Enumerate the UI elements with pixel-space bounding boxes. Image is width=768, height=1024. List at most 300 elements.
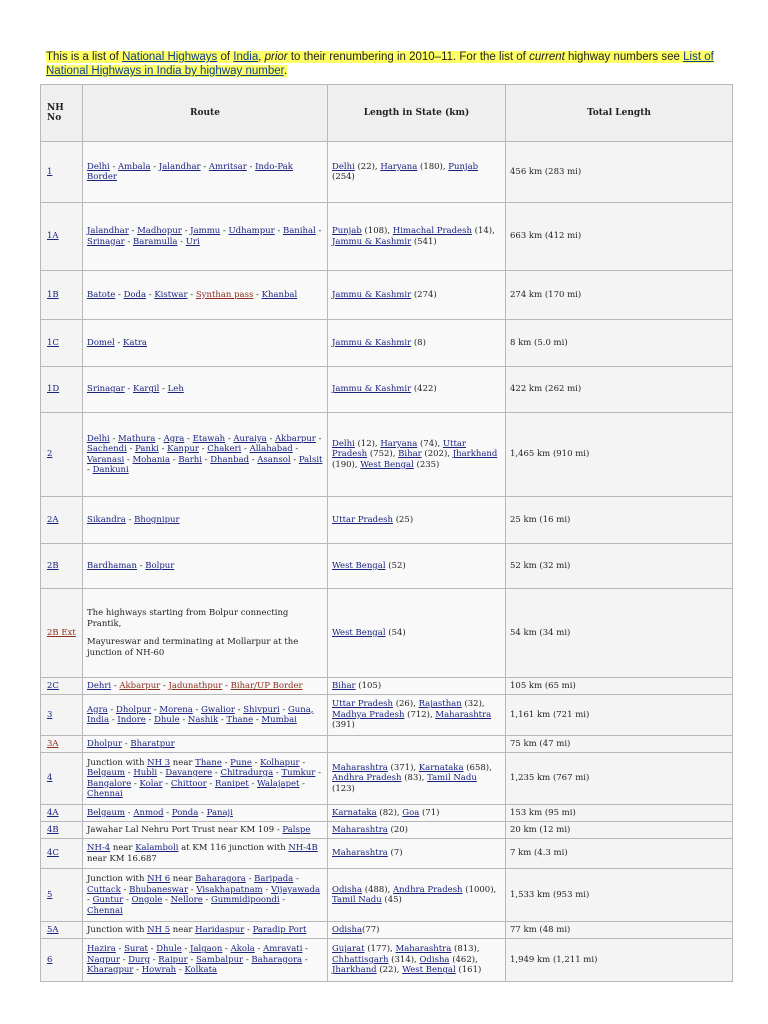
state-length-text: (22), — [376, 965, 403, 976]
state-link[interactable]: Maharashtra — [332, 848, 388, 859]
route-text: - — [119, 954, 129, 965]
route-place-link[interactable]: Kolhapur — [260, 757, 300, 768]
state-link[interactable]: Karnataka — [332, 807, 377, 818]
cell-length-in-state — [328, 320, 506, 367]
state-link[interactable]: Bihar — [332, 680, 356, 691]
nh-number-link[interactable]: 1A — [47, 231, 59, 242]
state-length-text: (83), — [401, 773, 428, 784]
nh-number-link[interactable]: 1B — [47, 289, 59, 300]
cell-route — [83, 805, 328, 822]
state-link[interactable]: Maharashtra — [332, 762, 388, 773]
state-length-text: (20) — [387, 824, 408, 835]
route-place-link[interactable]: Sachendi — [87, 444, 127, 454]
route-text: - — [220, 226, 229, 236]
route-place-link[interactable]: Leh — [167, 384, 184, 395]
route-place-link[interactable]: Guna, India — [87, 704, 314, 725]
state-link[interactable]: Odisha — [332, 884, 363, 895]
table-row — [41, 413, 733, 497]
cell-length-in-state — [328, 367, 506, 413]
cell-route — [83, 922, 328, 939]
state-link[interactable]: West Bengal — [402, 965, 456, 976]
cell-total-length: 20 km (12 mi) — [506, 822, 733, 839]
route-place-link[interactable]: Gummidipoondi — [211, 895, 280, 905]
route-place-link[interactable]: Bardhaman — [87, 560, 137, 571]
route-place-link[interactable]: Varanasi — [87, 454, 125, 465]
state-link[interactable]: Jharkhand — [452, 449, 498, 460]
nh-number-link[interactable]: 1 — [47, 166, 53, 177]
route-place-link[interactable]: Bhognipur — [134, 514, 180, 525]
route-place-link[interactable]: Mohania — [132, 454, 171, 465]
route-place-link[interactable]: NH 6 — [147, 874, 171, 884]
route-place-link[interactable]: Agra — [87, 704, 108, 715]
route-place-link[interactable]: Bolpur — [145, 560, 175, 571]
route-place-link[interactable]: Amritsar — [208, 161, 247, 172]
state-link[interactable]: Punjab — [448, 161, 479, 172]
route-place-link[interactable]: Visakhapatnam — [196, 884, 263, 895]
route-place-link[interactable]: Thane — [195, 757, 222, 768]
route-place-link[interactable]: Chitradurga — [220, 768, 274, 778]
route-paragraph — [87, 758, 323, 800]
nh-number-link[interactable]: 1D — [47, 384, 60, 395]
route-place-link[interactable]: Ongole — [131, 895, 163, 905]
route-place-link[interactable]: Kolar — [139, 778, 163, 789]
route-place-link[interactable]: Paradip Port — [252, 924, 307, 935]
route-text: - — [212, 768, 221, 778]
state-link[interactable]: Maharashtra — [395, 944, 452, 955]
route-place-link[interactable]: Synthan pass — [195, 289, 254, 300]
route-place-link[interactable]: Kalamboli — [135, 843, 179, 853]
state-link[interactable]: West Bengal — [360, 459, 414, 470]
cell-total-length: 422 km (262 mi) — [506, 367, 733, 413]
nh-number-link[interactable]: 1C — [47, 337, 59, 348]
cell-route — [83, 320, 328, 367]
state-link[interactable]: Jammu & Kashmir — [332, 337, 412, 348]
nh-number-link[interactable]: 4C — [47, 848, 59, 859]
route-place-link[interactable]: Akbarpur — [275, 433, 316, 444]
intro-text: to their renumbering in 2010–11. For the list of — [287, 51, 530, 63]
nh-number-link[interactable]: 3A — [47, 738, 59, 749]
route-paragraph — [87, 739, 323, 750]
cell-nh-no — [41, 367, 83, 413]
nh-number-link[interactable]: 5 — [47, 889, 53, 900]
route-paragraph — [87, 925, 323, 936]
route-place-link[interactable]: Dankuni — [92, 465, 129, 475]
route-place-link[interactable]: Dholpur — [87, 738, 123, 749]
route-paragraph — [87, 384, 323, 395]
table-header-row — [41, 85, 733, 142]
state-link[interactable]: Gujarat — [332, 944, 365, 955]
route-place-link[interactable]: Bangalore — [87, 778, 132, 789]
route-place-link[interactable]: Anmod — [133, 807, 164, 818]
route-place-link[interactable]: Batote — [87, 289, 116, 300]
table-row — [41, 869, 733, 922]
state-link[interactable]: Karnataka — [418, 762, 464, 773]
nh-number-link[interactable]: 6 — [47, 954, 53, 965]
route-text: Junction with — [87, 757, 148, 768]
cell-route — [83, 497, 328, 544]
route-place-link[interactable]: Sambalpur — [195, 954, 244, 965]
route-place-link[interactable]: Katra — [123, 337, 147, 348]
state-length-text: (161) — [455, 965, 482, 976]
route-place-link[interactable]: NH 3 — [147, 757, 171, 768]
route-place-link[interactable]: Delhi — [87, 433, 110, 444]
route-place-link[interactable]: Dehri — [87, 680, 112, 691]
state-link[interactable]: Delhi — [332, 161, 355, 172]
route-text: - — [253, 715, 262, 725]
route-place-link[interactable]: NH-4B — [288, 843, 318, 853]
nh-number-link[interactable]: 2B — [47, 560, 59, 571]
header-length-in-state: Length in State (km) — [328, 85, 506, 142]
table-row — [41, 203, 733, 271]
route-place-link[interactable]: Vijayawada — [270, 884, 321, 895]
cell-nh-no — [41, 589, 83, 678]
header-total-length: Total Length — [506, 85, 733, 142]
route-text: - — [115, 944, 125, 955]
table-row — [41, 695, 733, 736]
cell-nh-no — [41, 822, 83, 839]
route-text: - — [155, 433, 164, 444]
route-text: - — [262, 884, 271, 895]
route-place-link[interactable]: Sikandra — [87, 514, 126, 525]
cell-total-length: 1,235 km (767 mi) — [506, 753, 733, 805]
route-place-link[interactable]: Asansol — [257, 454, 291, 465]
route-place-link[interactable]: Gwalior — [201, 704, 235, 715]
cell-length-in-state — [328, 695, 506, 736]
state-link[interactable]: Tamil Nadu — [427, 773, 477, 784]
cell-route — [83, 736, 328, 753]
state-length-text: (658), — [463, 762, 492, 773]
route-place-link[interactable]: Kistwar — [154, 289, 188, 300]
route-place-link[interactable]: Akola — [230, 944, 255, 955]
route-place-link[interactable]: Nagpur — [87, 954, 120, 965]
nh-number-link[interactable]: 2A — [47, 514, 59, 525]
cell-total-length: 1,533 km (953 mi) — [506, 869, 733, 922]
route-text: - — [133, 965, 142, 976]
cell-total-length: 54 km (34 mi) — [506, 589, 733, 678]
route-place-link[interactable]: Durg — [128, 954, 151, 965]
route-text: - — [159, 384, 168, 395]
route-text: - — [120, 884, 130, 895]
state-length-text: (32), — [461, 699, 485, 710]
intro-text: . — [283, 65, 288, 77]
route-place-link[interactable]: NH 5 — [147, 924, 171, 935]
nh-number-link[interactable]: 2 — [47, 449, 53, 460]
route-place-link[interactable]: Kolkata — [184, 965, 218, 976]
table-row — [41, 367, 733, 413]
route-text: - — [122, 738, 131, 749]
route-place-link[interactable]: Kharagpur — [87, 965, 134, 976]
state-length-text: (274) — [411, 289, 437, 300]
route-place-link[interactable]: Guntur — [92, 895, 124, 905]
header-nh-no: NH No — [41, 85, 83, 142]
route-place-link[interactable]: Mathura — [118, 433, 156, 444]
route-place-link[interactable]: NH-4 — [87, 843, 111, 853]
route-place-link[interactable]: Allahabad — [249, 444, 293, 454]
route-text: - — [107, 704, 116, 715]
state-link[interactable]: Jammu & Kashmir — [332, 384, 412, 395]
state-link[interactable]: Odisha — [419, 954, 450, 965]
route-text: - — [245, 874, 255, 884]
route-place-link[interactable]: Chittoor — [170, 778, 207, 789]
nh-number-link[interactable]: 2B Ext — [47, 627, 76, 638]
state-link[interactable]: Jharkhand — [332, 965, 377, 976]
cell-nh-no — [41, 271, 83, 320]
state-length-text: (371), — [387, 762, 419, 773]
route-place-link[interactable]: Pune — [230, 757, 252, 768]
route-place-link[interactable]: Jammu — [190, 226, 221, 236]
route-paragraph — [87, 705, 323, 726]
state-link[interactable]: Maharashtra — [435, 709, 492, 720]
route-text: - — [315, 433, 322, 444]
route-text: - — [274, 226, 283, 236]
state-link[interactable]: Delhi — [332, 438, 355, 449]
cell-total-length: 8 km (5.0 mi) — [506, 320, 733, 367]
route-paragraph — [87, 290, 323, 301]
cell-length-in-state — [328, 939, 506, 982]
route-place-link[interactable]: Udhampur — [228, 226, 275, 236]
route-place-link[interactable]: Davangere — [165, 768, 213, 778]
route-text: Mayureswar and terminating at Mollarpur at the junction of NH-60 — [87, 637, 299, 658]
route-text: Jawahar Lal Nehru Port Trust near KM 109 - — [87, 824, 283, 835]
route-place-link[interactable]: Belgaum — [87, 807, 126, 818]
state-link[interactable]: West Bengal — [332, 560, 386, 571]
route-text: - — [254, 944, 264, 955]
cell-nh-no — [41, 497, 83, 544]
route-paragraph — [87, 434, 323, 476]
route-text: - — [315, 768, 321, 778]
state-link[interactable]: Jammu & Kashmir — [332, 236, 412, 247]
route-place-link[interactable]: Jalgaon — [190, 944, 223, 955]
state-link[interactable]: Tamil Nadu — [332, 895, 382, 905]
route-place-link[interactable]: Surat — [124, 944, 148, 955]
route-text: - — [192, 704, 202, 715]
route-place-link[interactable]: Bihar/UP Border — [230, 680, 303, 691]
route-place-link[interactable]: Baharagora — [251, 954, 303, 965]
route-place-link[interactable]: Banihal — [282, 226, 316, 236]
state-link[interactable]: Madhya Pradesh — [332, 709, 405, 720]
cell-length-in-state — [328, 678, 506, 695]
route-place-link[interactable]: Shivpuri — [243, 704, 280, 715]
cell-total-length: 456 km (283 mi) — [506, 142, 733, 203]
route-text: - — [125, 514, 135, 525]
route-text: - — [290, 454, 299, 465]
route-text: - — [131, 778, 140, 789]
route-place-link[interactable]: Chakeri — [207, 444, 242, 454]
route-place-link[interactable]: Madhopur — [137, 226, 182, 236]
route-place-link[interactable]: Dholpur — [116, 704, 152, 715]
route-place-link[interactable]: Cuttack — [87, 884, 121, 895]
state-link[interactable]: Chhattisgarh — [332, 954, 389, 965]
route-place-link[interactable]: Nashik — [187, 715, 219, 725]
route-place-link[interactable]: Ponda — [171, 807, 199, 818]
state-link[interactable]: Uttar Pradesh — [332, 699, 393, 710]
nh-number-link[interactable]: 4A — [47, 807, 59, 818]
nh-number-link[interactable]: 2C — [47, 680, 59, 691]
route-place-link[interactable]: Jalandhar — [87, 226, 129, 236]
route-text: at KM 116 junction with — [178, 843, 289, 853]
route-text: - — [249, 454, 258, 465]
route-text: - — [222, 680, 231, 691]
state-link[interactable]: Haryana — [380, 161, 418, 172]
link-national-highways[interactable]: National Highways — [122, 51, 218, 63]
route-text: - — [273, 768, 282, 778]
intro-emphasis: current — [529, 51, 565, 63]
route-place-link[interactable]: Howrah — [141, 965, 177, 976]
route-place-link[interactable]: Belgaum — [87, 768, 126, 778]
route-place-link[interactable]: Uri — [185, 236, 200, 247]
cell-length-in-state — [328, 497, 506, 544]
route-place-link[interactable]: Jadunathpur — [168, 680, 223, 691]
cell-nh-no — [41, 203, 83, 271]
cell-total-length: 1,161 km (721 mi) — [506, 695, 733, 736]
route-place-link[interactable]: Bharatpur — [130, 738, 175, 749]
route-paragraph — [87, 338, 323, 349]
table-row — [41, 678, 733, 695]
route-text: - — [198, 807, 207, 818]
route-place-link[interactable]: Hubli — [133, 768, 158, 778]
nh-number-link[interactable]: 3 — [47, 709, 53, 720]
route-place-link[interactable]: Indo-Pak Border — [87, 161, 293, 182]
state-link[interactable]: Rajasthan — [418, 699, 462, 710]
route-paragraph — [87, 226, 323, 247]
route-place-link[interactable]: Kanpur — [167, 444, 199, 454]
route-place-link[interactable]: Palspe — [282, 824, 311, 835]
table-row — [41, 497, 733, 544]
cell-nh-no — [41, 678, 83, 695]
route-paragraph — [87, 808, 323, 819]
route-place-link[interactable]: Bhubaneswar — [129, 884, 189, 895]
route-place-link[interactable]: Nellore — [170, 895, 203, 905]
route-text: - — [253, 289, 262, 300]
route-place-link[interactable]: Hazira — [87, 944, 116, 955]
route-place-link[interactable]: Dhule — [154, 715, 180, 725]
cell-route — [83, 589, 328, 678]
route-place-link[interactable]: Mumbai — [261, 715, 297, 725]
state-link[interactable]: Bihar — [398, 449, 422, 460]
route-place-link[interactable]: Tumkur — [281, 768, 316, 778]
state-link[interactable]: Uttar Pradesh — [332, 514, 393, 525]
route-place-link[interactable]: Dhule — [156, 944, 182, 955]
intro-text: highway numbers see — [564, 51, 684, 63]
state-link[interactable]: Odisha — [332, 924, 363, 935]
route-place-link[interactable]: Indore — [117, 715, 146, 725]
cell-total-length: 1,465 km (910 mi) — [506, 413, 733, 497]
cell-total-length: 663 km (412 mi) — [506, 203, 733, 271]
link-india[interactable]: India — [233, 51, 259, 63]
cell-route — [83, 142, 328, 203]
route-place-link[interactable]: Baharagora — [195, 874, 246, 884]
route-text: - — [188, 884, 197, 895]
state-link[interactable]: Andhra Pradesh — [332, 773, 402, 784]
state-length-text: (54) — [385, 627, 406, 638]
state-link[interactable]: Punjab — [332, 226, 362, 236]
state-link[interactable]: Himachal Pradesh — [392, 226, 472, 236]
route-place-link[interactable]: Dhanbad — [210, 454, 250, 465]
nh-number-link[interactable]: 4B — [47, 824, 59, 835]
cell-route — [83, 271, 328, 320]
state-length-text: (74), — [417, 438, 443, 449]
route-text: - — [179, 715, 188, 725]
state-link[interactable]: Haryana — [380, 438, 418, 449]
route-text: - — [181, 226, 191, 236]
table-row — [41, 839, 733, 869]
route-place-link[interactable]: Walajapet — [257, 778, 300, 789]
route-text: - — [124, 454, 133, 465]
route-place-link[interactable]: Panaji — [206, 807, 233, 818]
route-place-link[interactable]: Etawah — [192, 433, 226, 444]
state-length-text: (177), — [364, 944, 396, 955]
route-place-link[interactable]: Morena — [159, 704, 193, 715]
state-link[interactable]: Goa — [402, 807, 420, 818]
route-place-link[interactable]: Chennai — [87, 789, 123, 799]
route-place-link[interactable]: Thane — [226, 715, 254, 725]
route-place-link[interactable]: Haridaspur — [195, 924, 245, 935]
route-place-link[interactable]: Barhi — [178, 454, 202, 465]
cell-length-in-state — [328, 839, 506, 869]
nh-number-link[interactable]: 5A — [47, 924, 59, 935]
route-text: - — [248, 778, 258, 789]
route-text: - — [150, 954, 159, 965]
state-link[interactable]: Maharashtra — [332, 824, 388, 835]
route-paragraph — [87, 637, 323, 658]
route-place-link[interactable]: Jalandhar — [158, 161, 201, 172]
route-place-link[interactable]: Delhi — [87, 161, 110, 172]
route-place-link[interactable]: Srinagar — [87, 236, 125, 247]
state-link[interactable]: West Bengal — [332, 627, 386, 638]
route-place-link[interactable]: Khanbal — [261, 289, 298, 300]
state-link[interactable]: Uttar Pradesh — [332, 438, 466, 460]
route-text: - — [125, 807, 134, 818]
route-place-link[interactable]: Palsit — [298, 454, 323, 465]
cell-route — [83, 753, 328, 805]
route-place-link[interactable]: Amravati — [263, 944, 303, 955]
route-place-link[interactable]: Baramulla — [133, 236, 178, 247]
route-text: - — [279, 704, 288, 715]
route-place-link[interactable]: Srinagar — [87, 384, 125, 395]
route-place-link[interactable]: Domel — [87, 337, 115, 348]
cell-nh-no — [41, 939, 83, 982]
cell-total-length: 105 km (65 mi) — [506, 678, 733, 695]
nh-number-link[interactable]: 4 — [47, 773, 53, 784]
cell-length-in-state — [328, 805, 506, 822]
state-link[interactable]: Jammu & Kashmir — [332, 289, 412, 300]
route-place-link[interactable]: Panki — [135, 444, 159, 454]
link-list-by-number[interactable]: List of National Highways in India by highway number — [46, 51, 714, 77]
route-place-link[interactable]: Ambala — [118, 161, 151, 172]
route-place-link[interactable]: Baripada — [254, 874, 294, 884]
route-place-link[interactable]: Kargil — [133, 384, 160, 395]
route-place-link[interactable]: Auraiya — [233, 433, 267, 444]
route-text: - — [163, 807, 172, 818]
cell-nh-no — [41, 320, 83, 367]
route-place-link[interactable]: Ranipet — [215, 778, 249, 789]
route-text: near — [110, 843, 136, 853]
cell-route — [83, 939, 328, 982]
route-text: - — [241, 444, 250, 454]
table-row — [41, 736, 733, 753]
route-place-link[interactable]: Chennai — [87, 905, 123, 916]
table-row — [41, 589, 733, 678]
state-length-text: (14), — [471, 226, 495, 236]
cell-length-in-state — [328, 822, 506, 839]
state-link[interactable]: Andhra Pradesh — [393, 884, 463, 895]
route-text: - — [200, 161, 209, 172]
route-place-link[interactable]: Akbarpur — [119, 680, 161, 691]
cell-nh-no — [41, 142, 83, 203]
route-place-link[interactable]: Raipur — [158, 954, 188, 965]
route-place-link[interactable]: Agra — [163, 433, 185, 444]
route-place-link[interactable]: Doda — [123, 289, 147, 300]
